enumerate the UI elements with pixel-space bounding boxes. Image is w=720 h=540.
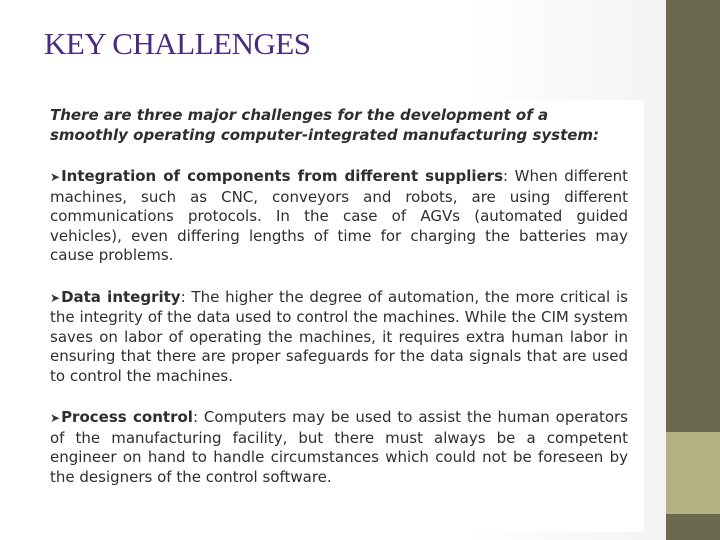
bullet-term: Data integrity bbox=[61, 287, 181, 306]
intro-paragraph: There are three major challenges for the development of a smoothly operating computer-integrated manufacturing system: bbox=[50, 106, 600, 144]
bullet-term: Integration of components from different suppliers bbox=[61, 167, 504, 185]
bullet-item-process-control bbox=[50, 408, 628, 487]
bullet-item-data-integrity bbox=[50, 288, 628, 387]
arrow-bullet-icon: ➤ bbox=[50, 411, 61, 425]
arrow-bullet-icon: ➤ bbox=[50, 170, 61, 184]
bullet-item-integration bbox=[50, 167, 628, 266]
bullet-text: : The higher the degree of automation, the more critical is the integrity of the data used to control the machines. While the CIM system saves on labor of operating the machines, it requires extra human labor in ensuring that there are proper safeguards for the data signals that are used to control the machines. bbox=[50, 287, 629, 385]
content-text-block bbox=[50, 106, 628, 487]
accent-block bbox=[666, 432, 720, 514]
bullet-term: Process control bbox=[61, 408, 193, 426]
arrow-bullet-icon: ➤ bbox=[50, 290, 61, 305]
slide-title: KEY CHALLENGES bbox=[44, 26, 311, 61]
bullet-text: : Computers may be used to assist the human operators of the manufacturing facility, but there must always be a competent engineer on hand to handle circumstances which could not be foreseen by the designers of the control software. bbox=[50, 408, 628, 486]
bullet-text: : When different machines, such as CNC, conveyors and robots, are using different communications protocols. In the case of AGVs (automated guided vehicles), even differing lengths of time for charging the batteries may cause problems. bbox=[50, 167, 628, 264]
